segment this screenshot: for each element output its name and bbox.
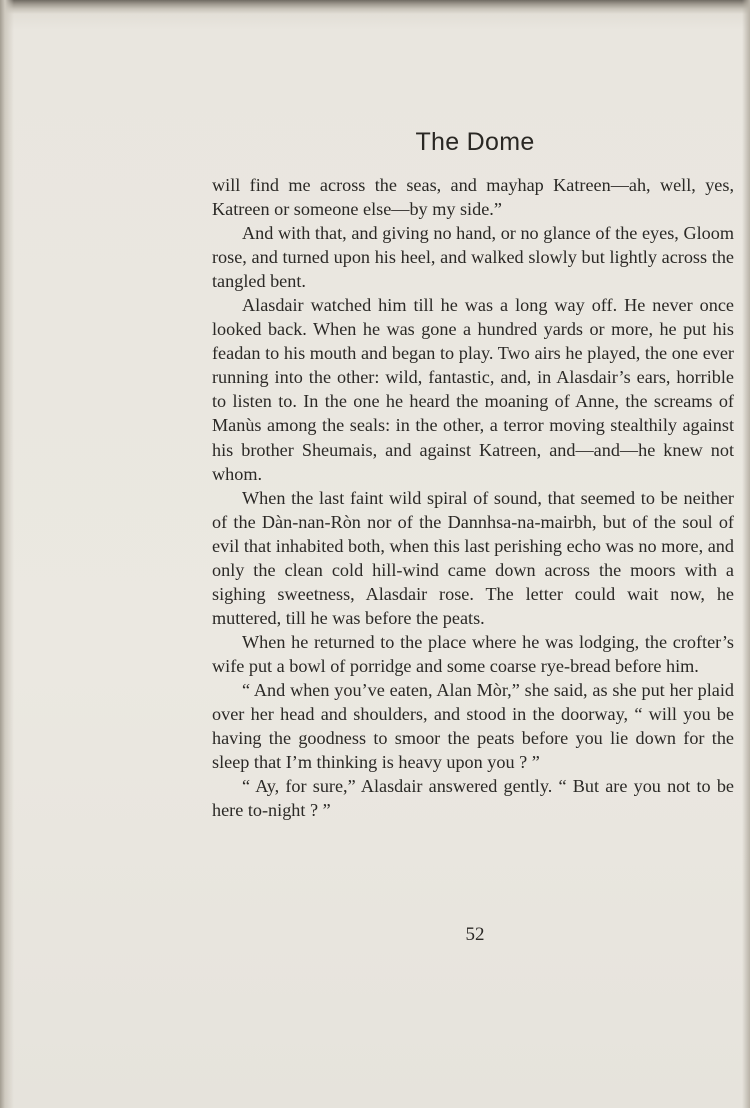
paragraph: And with that, and giving no hand, or no glance of the eyes, Gloom rose, and turned upon his heel, and walked slowly but lightly across the tangled bent. xyxy=(212,223,734,292)
paragraph: Alasdair watched him till he was a long way off. He never once looked back. When he was gone a hundred yards or more, he put his feadan to his mouth and began to play. Two airs he played, the one ever running into the other: wild, fantastic, and, in Alasdair’s ears, horrible to listen to. In the one he heard the moaning of Anne, the screams of Manùs among the seals: in the other, a terror moving stealthily against his brother Sheumais, and against Katreen, and—and—he knew not whom. xyxy=(212,295,734,484)
paragraph: When he returned to the place where he was lodging, the crofter’s wife put a bowl of porridge and some coarse rye-bread before him. xyxy=(212,631,734,676)
paragraph: “ And when you’ve eaten, Alan Mòr,” she said, as she put her plaid over her head and shoulders, and stood in the doorway, “ will you be having the goodness to smoor the peats before you lie down for the sleep that I’m thinking is heavy upon you ? ” xyxy=(212,679,734,773)
paragraph: will find me across the seas, and mayhap Katreen—ah, well, yes, Katreen or someone else—by my side.” xyxy=(212,175,734,220)
page-number: 52 xyxy=(465,924,485,945)
running-head: The Dome xyxy=(415,128,535,156)
paragraph: When the last faint wild spiral of sound, that seemed to be neither of the Dàn-nan-Ròn nor of the Dannhsa-na-mairbh, but of the soul of evil that inhabited both, when this last perishing echo was no more, and only the clean cold hill-wind came down across the moors with a sighing sweetness, Alasdair rose. The letter could wait now, he muttered, till he was before the peats. xyxy=(212,487,734,628)
paragraph: “ Ay, for sure,” Alasdair answered gently. “ But are you not to be here to-night ? ” xyxy=(212,776,734,821)
body-text xyxy=(212,173,734,822)
page-top-edge xyxy=(0,0,750,14)
